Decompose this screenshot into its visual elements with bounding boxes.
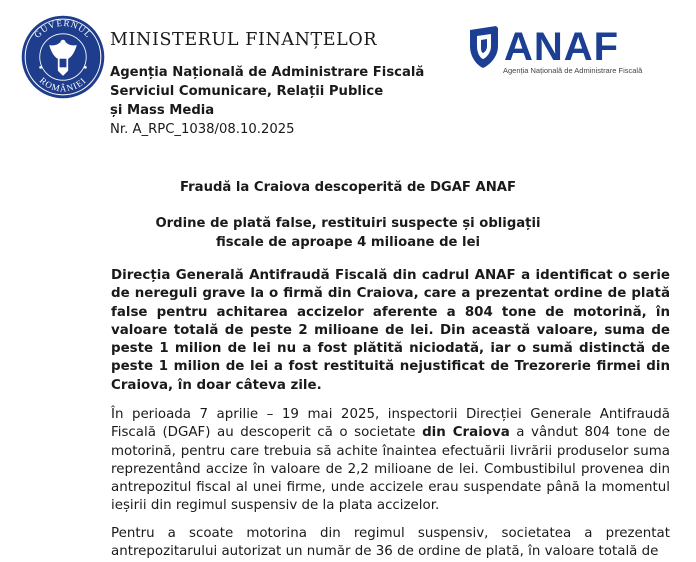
department-line-2: și Mass Media (110, 103, 215, 118)
paragraph-text: În perioada 7 aprilie – 19 mai 2025, inspectorii Direcției Generale Antifraudă Fiscală (DGAF) au descoperit că o societate (111, 407, 670, 441)
government-seal-icon (20, 14, 106, 100)
reference-number: Nr. A_RPC_1038/08.10.2025 (110, 122, 295, 137)
press-release-subtitle: Ordine de plată false, restituiri suspecte și obligații fiscale de aproape 4 milioane de lei (155, 216, 541, 250)
press-release-title: Fraudă la Craiova descoperită de DGAF ANAF (180, 180, 516, 195)
body-paragraph-1 (111, 406, 670, 516)
emphasis-text: din Craiova (422, 425, 510, 441)
svg-text:ANAF: ANAF (504, 25, 620, 69)
issuer-block (110, 63, 424, 139)
paragraph-text: a vândut 804 tone de motorină, pentru care trebuia să achite înaintea efectuării livrării produselor suma reprezentând accize în valoare de 2,2 milioane de lei. Combustibilul provenea din antrepozitul fiscal al unei firme, unde accizele erau suspendate până la momentul ieșirii din regimul suspensiv de la plata accizelor. (111, 425, 670, 514)
svg-text:ROMÂNIEI: ROMÂNIEI (37, 75, 89, 94)
department-line: Serviciul Comunicare, Relații Publice (110, 84, 384, 99)
ministry-name: MINISTERUL FINANȚELOR (110, 30, 378, 50)
lead-paragraph: Direcția Generală Antifraudă Fiscală din cadrul ANAF a identificat o serie de nereguli grave la o firmă din Craiova, care a prezentat ordine de plată false pentru achitarea accizelor aferente a 804 tone de motorină, în valoare totală de peste 2 milioane de lei. Din această valoare, suma de peste 1 milion de lei nu a fost plătită niciodată, iar o sumă distinctă de peste 1 milion de lei a fost restituită nejustificat de Trezorerie firmei din Craiova, în doar câteva zile. (111, 268, 670, 393)
anaf-shield-icon (470, 26, 498, 68)
svg-text:GUVERNUL: GUVERNUL (32, 17, 94, 40)
body-paragraph-2: Pentru a scoate motorina din regimul suspensiv, societatea a prezentat antrepozitarului autorizat un număr de 36 de ordine de plată, în valoare totală de (111, 526, 670, 560)
agency-name-line: Agenția Națională de Administrare Fiscală (110, 65, 425, 80)
anaf-logo-caption: Agenția Națională de Administrare Fiscală (503, 66, 643, 75)
